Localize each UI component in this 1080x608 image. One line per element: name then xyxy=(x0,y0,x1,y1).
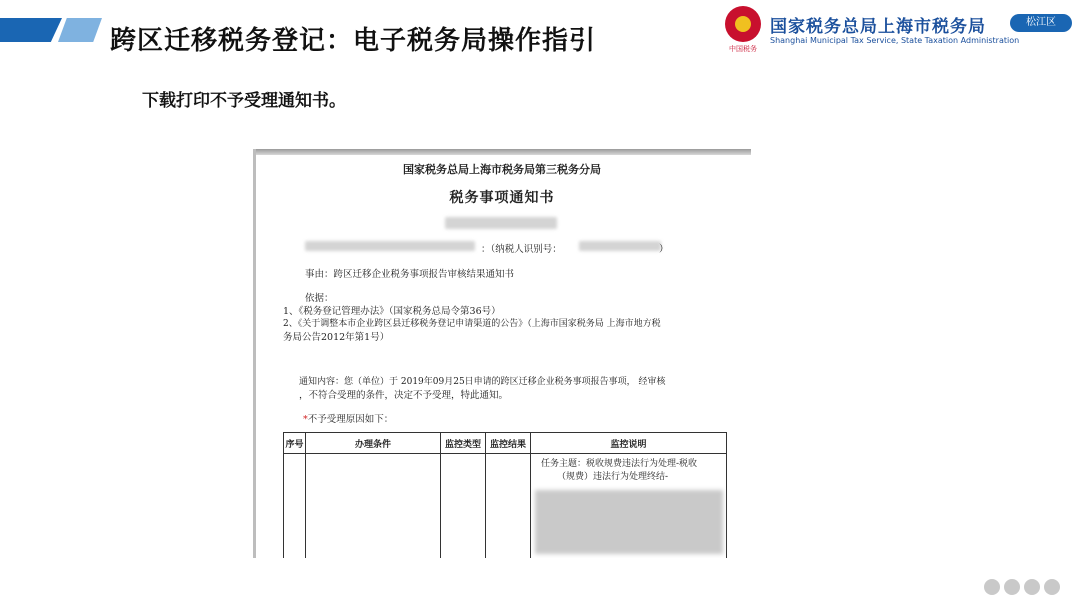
table-row xyxy=(284,454,727,559)
col-header-condition: 办理条件 xyxy=(306,433,441,454)
task-line-2: （规费）违法行为处理终结- xyxy=(557,472,669,482)
rejection-reason-label: 不予受理原因如下： xyxy=(307,414,394,425)
cell-monitor-desc xyxy=(531,454,727,559)
basis-item-1: 1、《税务登记管理办法》（国家税务总局令第36号） xyxy=(283,306,501,317)
col-header-monitor-result: 监控结果 xyxy=(486,433,531,454)
cell-condition xyxy=(306,454,441,559)
basis-label: 依据： xyxy=(305,293,334,304)
col-header-monitor-desc: 监控说明 xyxy=(531,433,727,454)
header-accent-light xyxy=(58,18,102,42)
basis-item-2: 2、《关于调整本市企业跨区县迁移税务登记申请渠道的公告》（上海市国家税务局 上海市地方税 xyxy=(283,319,661,329)
logo-subtitle: 中国税务 xyxy=(729,45,757,53)
task-line-1: 任务主题：税收规费违法行为处理-税收 xyxy=(541,459,698,469)
document-side-edge xyxy=(253,149,256,558)
taxpayer-id-close: ） xyxy=(659,244,669,255)
tax-emblem-logo xyxy=(720,6,766,54)
org-name-en: Shanghai Municipal Tax Service, State Taxation Administration xyxy=(770,36,1020,45)
redacted-document-number xyxy=(445,217,557,229)
document-subject: 事由：跨区迁移企业税务事项报告审核结果通知书 xyxy=(305,269,515,280)
org-name-cn: 国家税务总局上海市税务局 xyxy=(770,17,986,37)
page-title: 跨区迁移税务登记：电子税务局操作指引 xyxy=(110,26,597,56)
pager-dot xyxy=(1044,579,1060,595)
notice-document xyxy=(253,149,751,558)
redacted-taxpayer-id xyxy=(579,241,661,251)
cell-index xyxy=(284,454,306,559)
slide-pager-dots xyxy=(984,579,1060,595)
instruction-text: 下载打印不予受理通知书。 xyxy=(142,91,346,111)
rejection-reason-heading xyxy=(303,411,393,425)
col-header-index: 序号 xyxy=(284,433,306,454)
taxpayer-id-label: ：（纳税人识别号： xyxy=(481,244,562,255)
table-header-row xyxy=(284,433,727,454)
redacted-taxpayer-name xyxy=(305,241,475,251)
basis-item-2-cont: 务局公告2012年第1号） xyxy=(283,332,390,343)
cell-monitor-type xyxy=(441,454,486,559)
document-top-edge xyxy=(253,149,751,155)
pager-dot xyxy=(1004,579,1020,595)
notice-content-line-1: 通知内容：您（单位）于 2019年09月25日申请的跨区迁移企业税务事项报告事项， 经审核 xyxy=(299,377,666,387)
document-issuer: 国家税务总局上海市税务局第三税务分局 xyxy=(403,163,601,176)
pager-dot xyxy=(984,579,1000,595)
rejection-reason-table xyxy=(283,432,727,558)
cell-monitor-result xyxy=(486,454,531,559)
col-header-monitor-type: 监控类型 xyxy=(441,433,486,454)
notice-content-line-2: ，不符合受理的条件，决定不予受理，特此通知。 xyxy=(299,390,509,401)
district-badge: 松江区 xyxy=(1010,14,1072,32)
document-title: 税务事项通知书 xyxy=(449,190,555,206)
required-asterisk: * xyxy=(303,414,308,425)
emblem-icon xyxy=(725,6,761,42)
redacted-monitor-details xyxy=(535,490,723,554)
header-accent-dark xyxy=(0,18,62,42)
pager-dot xyxy=(1024,579,1040,595)
